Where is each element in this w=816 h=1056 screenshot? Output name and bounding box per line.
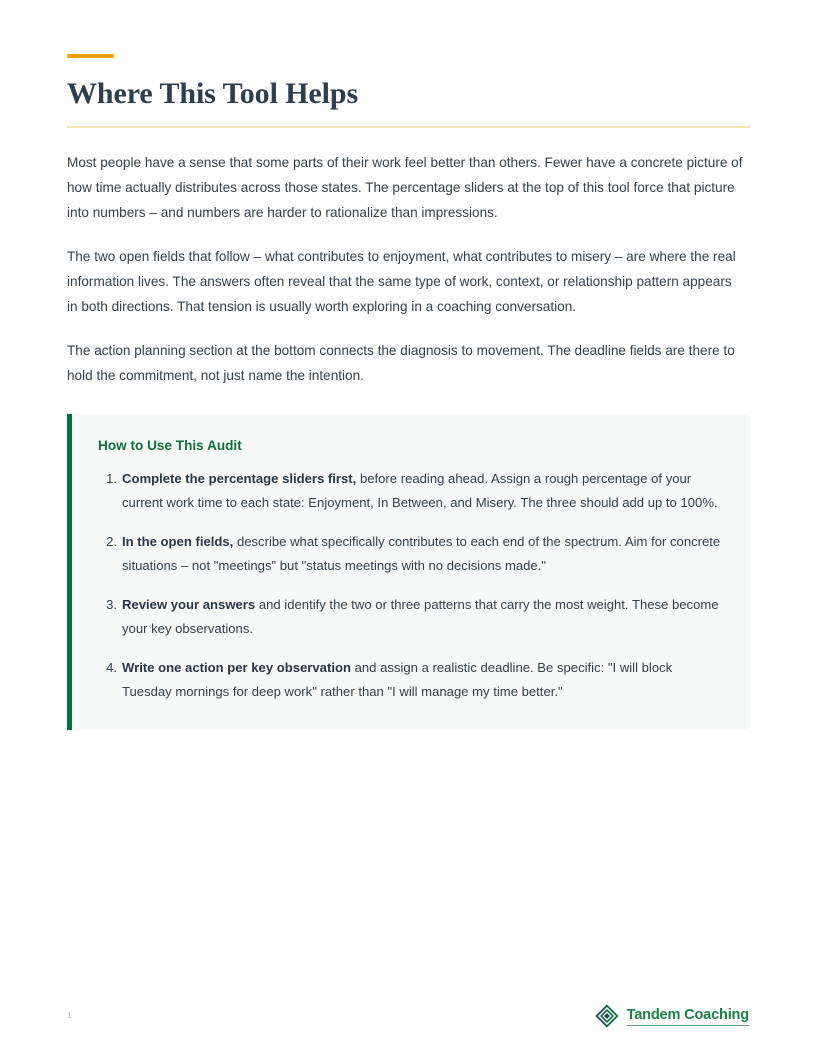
body-copy xyxy=(67,150,750,388)
paragraph-2: The two open fields that follow – what contributes to enjoyment, what contributes to misery – are where the real information lives. The answers often reveal that the same type of work, context, or relationship pattern appears in both directions. That tension is usually worth exploring in a coaching conversation. xyxy=(67,249,736,315)
step-rest: and identify the two or three patterns that carry the most weight. These become your key observations. xyxy=(122,597,719,637)
title-accent-bar xyxy=(67,54,114,58)
how-to-use-callout xyxy=(67,414,750,730)
callout-step-list xyxy=(98,467,724,704)
step-lead: In the open fields, xyxy=(122,534,234,550)
brand-lockup xyxy=(595,1004,749,1028)
paragraph-1: Most people have a sense that some parts of their work feel better than others. Fewer have a concrete picture of how time actually distributes across those states. The percentage sliders at the top of this tool force that picture into numbers – and numbers are harder to rationalize than impressions. xyxy=(67,155,743,221)
page-number: 1 xyxy=(67,1010,72,1020)
list-item xyxy=(120,593,724,641)
list-item xyxy=(120,530,724,578)
step-rest: and assign a realistic deadline. Be specific: "I will block Tuesday mornings for deep work" rather than "I will manage my time better." xyxy=(122,660,673,700)
step-lead: Review your answers xyxy=(122,597,256,613)
list-item xyxy=(120,656,724,704)
title-divider-rule xyxy=(67,126,750,128)
page-content xyxy=(67,0,750,730)
step-rest: describe what specifically contributes to each end of the spectrum. Aim for concrete situations – not "meetings" but "status meetings with no decisions made." xyxy=(122,534,721,574)
tandem-diamond-logo-icon xyxy=(595,1004,619,1028)
page-footer xyxy=(0,1002,816,1042)
step-rest: before reading ahead. Assign a rough percentage of your current work time to each state: Enjoyment, In Between, and Misery. The three should add up to 100%. xyxy=(122,471,718,511)
step-lead: Complete the percentage sliders first, xyxy=(122,471,357,487)
list-item xyxy=(120,467,724,515)
page-title: Where This Tool Helps xyxy=(67,77,359,110)
callout-heading: How to Use This Audit xyxy=(98,438,242,454)
brand-wordmark: Tandem Coaching xyxy=(627,1006,749,1026)
paragraph-3: The action planning section at the bottom connects the diagnosis to movement. The deadline fields are there to hold the commitment, not just name the intention. xyxy=(67,343,735,384)
step-lead: Write one action per key observation xyxy=(122,660,351,676)
